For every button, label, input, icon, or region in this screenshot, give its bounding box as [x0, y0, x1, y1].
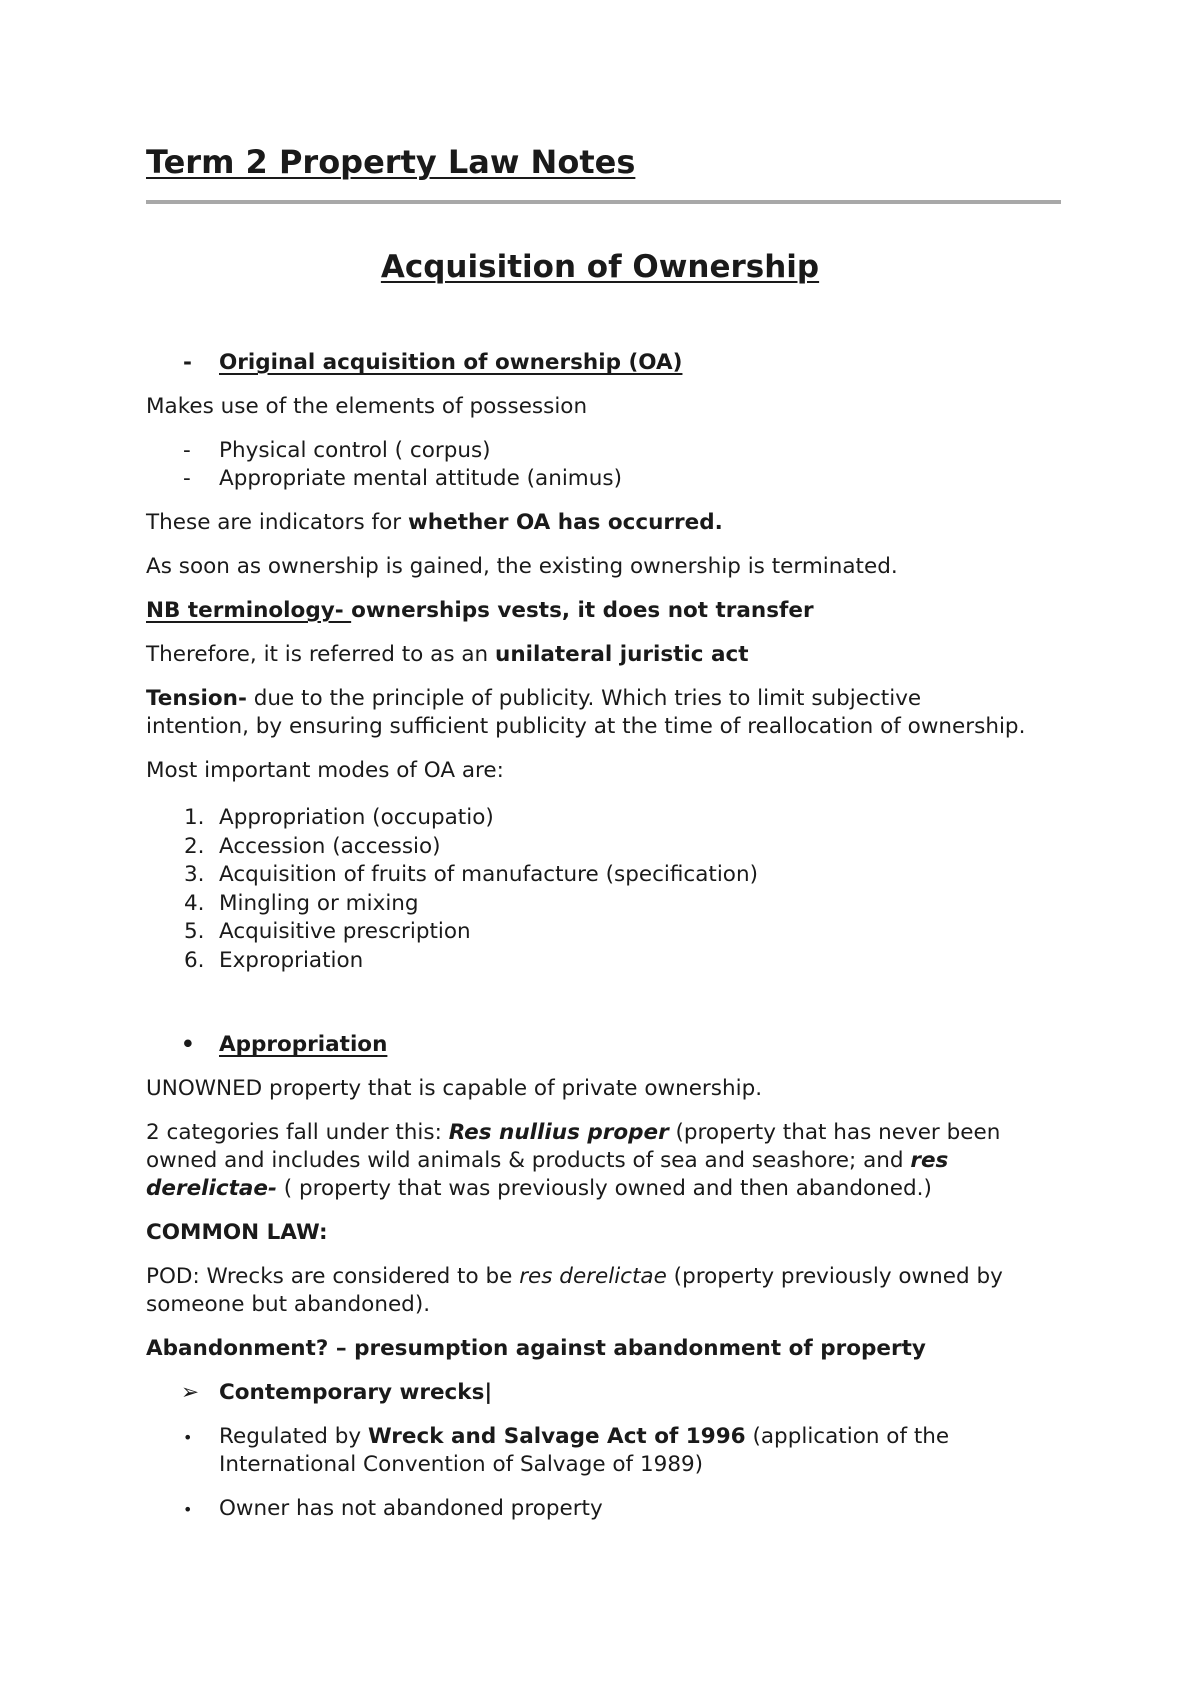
categories-rest-1: (property that has never been [668, 1120, 1001, 1145]
terminology-paragraph [146, 598, 814, 623]
pod-line-2: someone but abandoned). [146, 1292, 431, 1317]
bullet-marker: • [183, 1428, 193, 1447]
categories-line-2 [146, 1148, 948, 1173]
modes-list [146, 804, 758, 975]
list-item [146, 890, 758, 919]
arrow-bullet-icon: ➢ [181, 1380, 200, 1405]
categories-prefix: 2 categories fall under this: [146, 1120, 449, 1145]
contemporary-wrecks-heading: Contemporary wrecks| [219, 1380, 493, 1405]
oa-intro: Makes use of the elements of possession [146, 394, 588, 419]
indicators-paragraph [146, 510, 723, 535]
list-item [146, 861, 758, 890]
common-law-label: COMMON LAW: [146, 1220, 328, 1245]
juristic-prefix: Therefore, it is referred to as an [146, 642, 496, 667]
tension-line-1 [146, 686, 921, 711]
regulation-prefix: Regulated by [219, 1424, 368, 1449]
element-marker: - [183, 466, 191, 491]
oa-heading: Original acquisition of ownership (OA) [219, 350, 683, 375]
list-number: 6. [184, 947, 205, 973]
derelictae-term: derelictae- [146, 1176, 277, 1201]
section-heading [0, 249, 1200, 285]
list-item-text: Acquisition of fruits of manufacture (specification) [219, 862, 758, 887]
appropriation-bullet: • [181, 1032, 195, 1057]
list-item [146, 947, 758, 976]
bullet-marker: • [183, 1500, 193, 1519]
categories-rest-3: ( property that was previously owned and then abandoned.) [276, 1176, 932, 1201]
title-divider [146, 200, 1061, 204]
juristic-paragraph [146, 642, 749, 667]
owner-not-abandoned: Owner has not abandoned property [219, 1496, 603, 1521]
element-item: Appropriate mental attitude (animus) [219, 466, 622, 491]
appropriation-definition: UNOWNED property that is capable of private ownership. [146, 1076, 763, 1101]
list-item [146, 833, 758, 862]
oa-dash-marker: - [183, 350, 192, 375]
document-title: Term 2 Property Law Notes [146, 143, 636, 181]
list-item [146, 918, 758, 947]
termination-paragraph: As soon as ownership is gained, the existing ownership is terminated. [146, 554, 898, 579]
list-item-text: Mingling or mixing [219, 890, 419, 916]
categories-line-1 [146, 1120, 1000, 1145]
tension-label: Tension- [146, 686, 247, 711]
indicators-prefix: These are indicators for [146, 510, 408, 535]
tension-text: due to the principle of publicity. Which tries to limit subjective [246, 686, 922, 711]
list-number: 2. [184, 833, 205, 859]
list-number: 4. [184, 890, 205, 916]
section-heading-text: Acquisition of Ownership [380, 249, 820, 285]
pod-rest: (property previously owned by [666, 1264, 1003, 1289]
list-number: 5. [184, 919, 205, 944]
appropriation-heading: Appropriation [219, 1032, 388, 1057]
categories-text-2: owned and includes wild animals & products of sea and seashore; and [146, 1148, 911, 1173]
res-term: res [910, 1148, 949, 1173]
act-name: Wreck and Salvage Act of 1996 [367, 1424, 746, 1449]
categories-line-3 [146, 1176, 932, 1201]
pod-italic: res derelictae [519, 1264, 667, 1289]
indicators-bold: whether OA has occurred. [407, 510, 723, 535]
res-nullius-term: Res nullius proper [448, 1120, 669, 1145]
list-item-text: Accession (accessio) [219, 833, 441, 859]
element-marker: - [183, 438, 191, 463]
element-item: Physical control ( corpus) [219, 438, 491, 463]
terminology-label: NB terminology- [146, 598, 352, 623]
pod-line-1 [146, 1264, 1003, 1289]
list-item [146, 804, 758, 833]
tension-line-2: intention, by ensuring sufficient publicity at the time of reallocation of ownership. [146, 714, 1026, 739]
regulation-rest: (application of the [745, 1424, 950, 1449]
list-item-text: Appropriation (occupatio) [219, 805, 494, 830]
regulation-line-2: International Convention of Salvage of 1989) [219, 1452, 704, 1477]
list-item-text: Expropriation [219, 947, 364, 973]
juristic-bold: unilateral juristic act [495, 642, 749, 667]
list-number: 3. [184, 862, 205, 887]
terminology-text: ownerships vests, it does not transfer [351, 598, 814, 623]
list-item-text: Acquisitive prescription [219, 919, 471, 944]
regulation-line-1 [219, 1424, 949, 1449]
list-number: 1. [184, 805, 205, 830]
abandonment-heading: Abandonment? – presumption against abandonment of property [146, 1336, 926, 1361]
modes-intro: Most important modes of OA are: [146, 758, 504, 783]
pod-prefix: POD: Wrecks are considered to be [146, 1264, 520, 1289]
